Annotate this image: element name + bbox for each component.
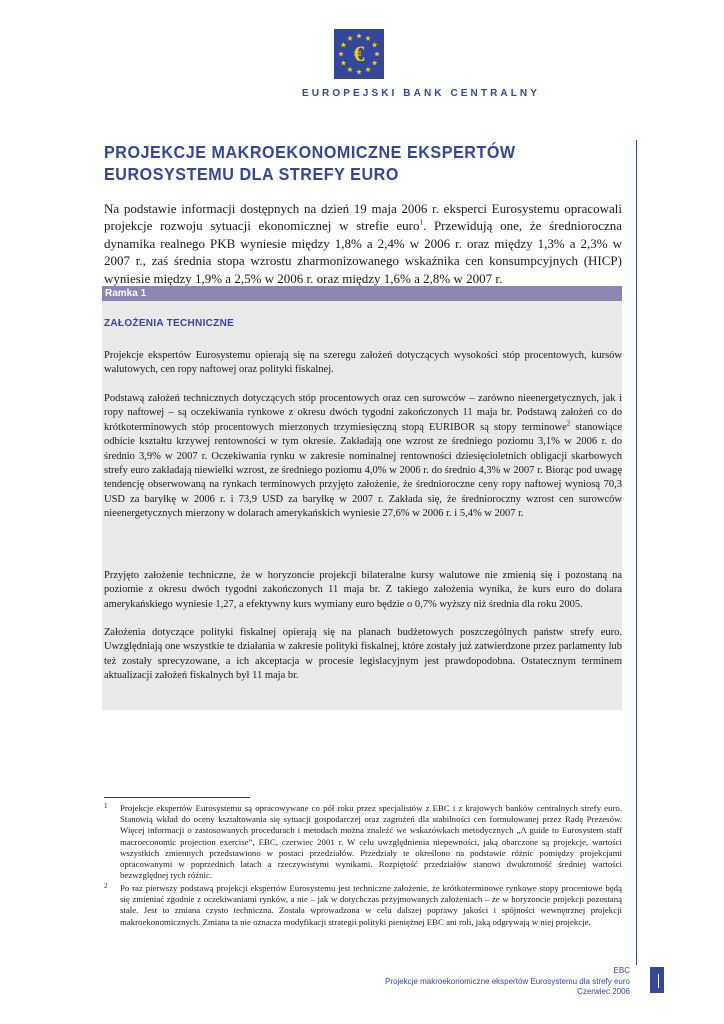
footnote-divider	[104, 797, 250, 798]
footer-date: Czerwiec 2006	[577, 987, 630, 996]
logo-star	[372, 42, 378, 47]
footnote-text: Po raz pierwszy podstawą projekcji ekspertów Eurosystemu jest techniczne założenie, że krótkoterminowe rynkowe stopy procentowe będą się zmieniać zgodnie z oczekiwaniami rynków, a nie – jak w dotychczas przyjmowanych założeniach – że w horyzoncie projekcji pozostaną stałe. Jest to zmiana czysto techniczna. Została wprowadzona w celu dalszej poprawy jakości i spójności wewnętrznej projekcji makroekonomicznych. Zmiana ta nie oznacza modyfikacji strategii polityki pieniężnej EBC ani roli, jaką odgrywają w niej projekcje.	[120, 883, 622, 927]
ecb-logo	[334, 29, 384, 79]
footnote-ref-2[interactable]: 2	[566, 419, 571, 428]
euro-symbol: €	[353, 41, 365, 66]
box-label: Ramka 1	[102, 286, 622, 301]
right-margin-rule	[636, 140, 637, 965]
logo-star	[365, 67, 371, 72]
logo-star	[341, 42, 347, 47]
page-title: PROJEKCJE MAKROEKONOMICZNE EKSPERTÓW EUROSYSTEMU DLA STREFY EURO	[104, 142, 516, 184]
page-footer	[385, 966, 630, 998]
bank-name: EUROPEJSKI BANK CENTRALNY	[301, 88, 541, 99]
logo-star	[347, 35, 353, 40]
footnote-text: Projekcje ekspertów Eurosystemu są opracowywane co pół roku przez specjalistów z EBC i z krajowych banków centralnych strefy euro. Stanowią wkład do oceny kształtowania się sytuacji gospodarczej oraz zagrożeń dla stabilności cen formułowanej przez Radę Prezesów. Więcej informacji o zastosowanych procedurach i metodach można znaleźć we wskazówkach metodycznych „A guide to Eurosystem staff macroeconomic projection exercise”, EBC, czerwiec 2001 r. W celu uwzględnienia niepewności, jaką obarczone są projekcje, wartości wszystkich zmiennych przedstawiono w postaci przedziałów. Przedziały te określono na podstawie różnic pomiędzy projekcjami opracowanymi w poprzednich latach a rzeczywistymi wynikami. Rozpiętość przedziałów stanowi dwukrotność średniej wartości bezwzględnej tych różnic.	[120, 803, 622, 881]
box-paragraph-2-start: Podstawą założeń technicznych dotyczących stóp procentowych oraz cen surowców – zarówno nieenergetycznych, jak i ropy naftowej – są oczekiwania rynkowe z okresu dwóch tygodni zakończonych 11 maja br. Podstawą założeń co do krótkoterminowych stóp procentowych mierzonych trzymiesięczną stopą EURIBOR są stopy terminowe	[104, 393, 622, 433]
box-1	[102, 286, 622, 710]
footnote-2	[104, 883, 622, 928]
box-paragraph-1: Projekcje ekspertów Eurosystemu opierają się na szeregu założeń dotyczących wysokości stóp procentowych, kursów walutowych, cen ropy naftowej oraz polityki fiskalnej.	[104, 350, 622, 376]
intro-text-start: Na podstawie informacji dostępnych na dzień 19 maja 2006 r. eksperci Eurosystemu opracowali projekcje rozwoju sytuacji ekonomicznej w strefie euro	[104, 201, 622, 234]
logo-star	[356, 69, 362, 74]
footer-marker	[650, 967, 664, 993]
logo-star	[356, 33, 362, 38]
footer-publisher: EBC	[613, 966, 630, 975]
footnote-number: 2	[104, 882, 108, 890]
footer-publication-title: Projekcje makroekonomiczne ekspertów Eurosystemu dla strefy euro	[385, 976, 630, 986]
logo-star	[338, 51, 344, 56]
logo-star	[365, 35, 371, 40]
footnote-1	[104, 803, 622, 881]
footnote-number: 1	[104, 802, 108, 810]
logo-star	[374, 51, 380, 56]
box-paragraph-3: Przyjęto założenie techniczne, że w horyzoncie projekcji bilateralne kursy walutowe nie zmienią się i pozostaną na poziomie z okresu dwóch tygodni zakończonych 11 maja br. Z takiego założenia wynika, że kurs euro do dolara amerykańskiego wyniesie 1,27, a efektywny kurs wymiany euro będzie o 0,7% wyższy niż średnia dla roku 2005.	[104, 570, 622, 610]
footnote-ref-1[interactable]: 1	[419, 219, 423, 228]
logo-star	[341, 60, 347, 65]
logo-star	[347, 67, 353, 72]
intro-text-end: . Przewidują one, że średnioroczna dynamika realnego PKB wyniesie między 1,8% a 2,4% w 2006 r. oraz między 1,3% a 2,3% w 2007 r., zaś średnia stopa wzrostu zharmonizowanego wskaźnika cen konsumpcyjnych (HICP) wyniesie między 1,9% a 2,5% w 2006 r. oraz między 1,6% a 2,8% w 2007 r.	[104, 218, 623, 286]
euro-stars-icon	[334, 29, 384, 79]
box-paragraph-2	[104, 392, 622, 522]
intro-paragraph	[104, 200, 622, 287]
logo-star	[372, 60, 378, 65]
box-paragraph-4: Założenia dotyczące polityki fiskalnej opierają się na planach budżetowych poszczególnych państw strefy euro. Uwzględniają one wszystkie te działania w zakresie polityki fiskalnej, które zostały już zatwierdzone przez parlamenty lub też zostały sprecyzowane, a ich akceptacja w procesie legislacyjnym jest prawdopodobna. Ostatecznym terminem aktualizacji założeń fiskalnych był 11 maja br.	[104, 627, 622, 682]
footer-marker-line	[658, 974, 659, 988]
box-title: ZAŁOŻENIA TECHNICZNE	[104, 318, 235, 329]
box-paragraph-2-end: stanowiące odbicie kształtu krzywej rentowności w tym okresie. Zakładają one wzrost ze średniego poziomu 3,1% w 2006 r. do średnio 3,9% w 2007 r. Oczekiwania rynku w zakresie nominalnej rentowności dziesięcioletnich obligacji skarbowych strefy euro zakładają niewielki wzrost, ze średniego poziomu 4,0% w 2006 r. do średnio 4,3% w 2007 r. Biorąc pod uwagę tendencję obserwowaną na rynkach terminowych przyjęto założenie, że średnioroczne ceny ropy naftowej wyniosą 70,3 USD za baryłkę w 2006 r. i 73,9 USD za baryłkę w 2007 r. Zakłada się, że średnioroczny wzrost cen surowców nieenergetycznych mierzony w dolarach amerykańskich wyniesie 27,6% w 2006 r. i 5,4% w 2007 r.	[104, 421, 622, 520]
